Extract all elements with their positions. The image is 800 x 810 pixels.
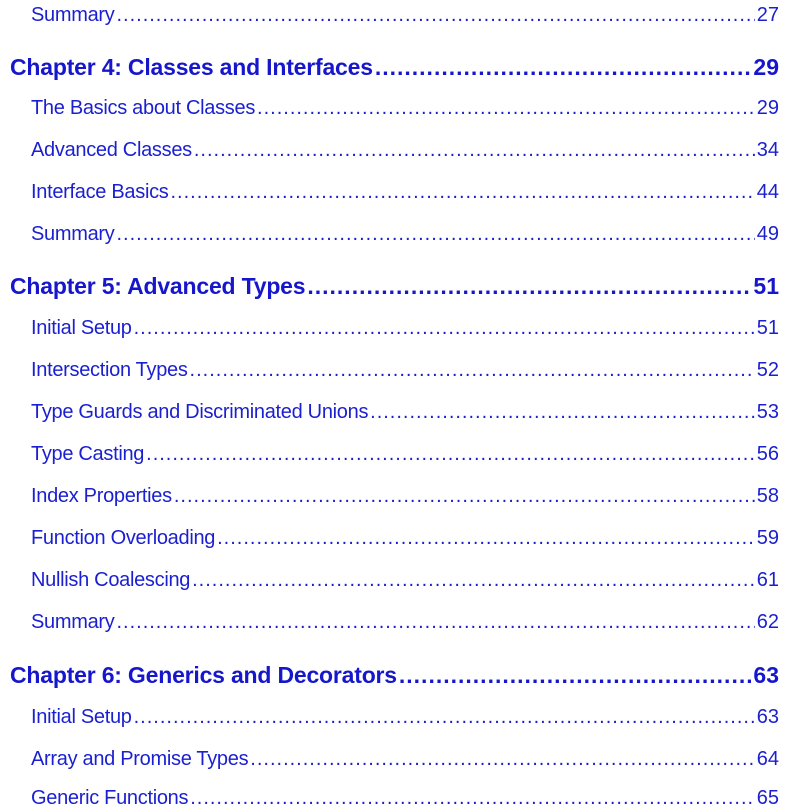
toc-entry-page: 65 bbox=[756, 787, 779, 809]
toc-entry-title: Initial Setup bbox=[31, 706, 132, 728]
dot-leader bbox=[217, 527, 755, 550]
toc-entry-advanced-classes[interactable] bbox=[31, 139, 779, 162]
dot-leader bbox=[307, 273, 751, 300]
toc-entry-title: Summary bbox=[31, 223, 115, 245]
toc-chapter-page: 63 bbox=[753, 662, 779, 688]
dot-leader bbox=[192, 569, 755, 592]
toc-entry-summary-ch3[interactable] bbox=[31, 4, 779, 27]
toc-entry-title: Summary bbox=[31, 4, 115, 26]
toc-entry-title: Type Guards and Discriminated Unions bbox=[31, 401, 369, 423]
toc-entry-page: 53 bbox=[756, 401, 779, 423]
toc-entry-intersection-types[interactable] bbox=[31, 359, 779, 382]
toc-entry-type-casting[interactable] bbox=[31, 443, 779, 466]
dot-leader bbox=[116, 4, 754, 27]
toc-entry-type-guards[interactable] bbox=[31, 401, 779, 424]
toc-entry-title: Index Properties bbox=[31, 485, 172, 507]
toc-entry-title: Function Overloading bbox=[31, 527, 216, 549]
toc-entry-page: 34 bbox=[756, 139, 779, 161]
dot-leader bbox=[134, 317, 755, 340]
toc-entry-title: Type Casting bbox=[31, 443, 145, 465]
toc-chapter-page: 51 bbox=[753, 273, 779, 299]
toc-entry-page: 64 bbox=[756, 748, 779, 770]
toc-entry-basics-about-classes[interactable] bbox=[31, 97, 779, 120]
toc-entry-page: 51 bbox=[756, 317, 779, 339]
toc-entry-page: 27 bbox=[756, 4, 779, 26]
dot-leader bbox=[171, 181, 755, 204]
toc-chapter-title: Chapter 6: Generics and Decorators bbox=[10, 662, 397, 688]
toc-entry-generic-functions[interactable] bbox=[31, 787, 779, 810]
toc-chapter-page: 29 bbox=[753, 54, 779, 80]
toc-entry-summary-ch4[interactable] bbox=[31, 223, 779, 246]
toc-entry-title: Nullish Coalescing bbox=[31, 569, 191, 591]
dot-leader bbox=[370, 401, 755, 424]
toc-entry-page: 62 bbox=[756, 611, 779, 633]
toc-entry-title: Advanced Classes bbox=[31, 139, 192, 161]
dot-leader bbox=[134, 706, 755, 729]
dot-leader bbox=[146, 443, 755, 466]
dot-leader bbox=[257, 97, 755, 120]
toc-entry-title: The Basics about Classes bbox=[31, 97, 256, 119]
dot-leader bbox=[190, 359, 755, 382]
toc-entry-page: 49 bbox=[756, 223, 779, 245]
toc-entry-array-promise-types[interactable] bbox=[31, 748, 779, 771]
toc-chapter-6[interactable] bbox=[10, 662, 779, 689]
toc-entry-initial-setup-ch6[interactable] bbox=[31, 706, 779, 729]
toc-entry-summary-ch5[interactable] bbox=[31, 611, 779, 634]
toc-entry-title: Interface Basics bbox=[31, 181, 169, 203]
toc-entry-initial-setup-ch5[interactable] bbox=[31, 317, 779, 340]
dot-leader bbox=[174, 485, 755, 508]
dot-leader bbox=[250, 748, 754, 771]
toc-chapter-title: Chapter 4: Classes and Interfaces bbox=[10, 54, 373, 80]
toc-entry-page: 63 bbox=[756, 706, 779, 728]
toc-entry-interface-basics[interactable] bbox=[31, 181, 779, 204]
dot-leader bbox=[194, 139, 755, 162]
toc-entry-page: 58 bbox=[756, 485, 779, 507]
toc-chapter-title: Chapter 5: Advanced Types bbox=[10, 273, 306, 299]
toc-entry-function-overloading[interactable] bbox=[31, 527, 779, 550]
toc-entry-title: Intersection Types bbox=[31, 359, 188, 381]
toc-entry-page: 56 bbox=[756, 443, 779, 465]
toc-chapter-5[interactable] bbox=[10, 273, 779, 300]
toc-entry-page: 52 bbox=[756, 359, 779, 381]
toc-entry-title: Generic Functions bbox=[31, 787, 189, 809]
toc-entry-page: 61 bbox=[756, 569, 779, 591]
dot-leader bbox=[116, 611, 754, 634]
dot-leader bbox=[116, 223, 754, 246]
toc-entry-page: 59 bbox=[756, 527, 779, 549]
dot-leader bbox=[375, 54, 752, 81]
toc-entry-nullish-coalescing[interactable] bbox=[31, 569, 779, 592]
toc-entry-page: 44 bbox=[756, 181, 779, 203]
toc-entry-index-properties[interactable] bbox=[31, 485, 779, 508]
dot-leader bbox=[399, 662, 752, 689]
toc-entry-title: Array and Promise Types bbox=[31, 748, 249, 770]
toc-entry-title: Summary bbox=[31, 611, 115, 633]
toc-entry-page: 29 bbox=[756, 97, 779, 119]
toc-entry-title: Initial Setup bbox=[31, 317, 132, 339]
toc-chapter-4[interactable] bbox=[10, 54, 779, 81]
dot-leader bbox=[190, 787, 755, 810]
